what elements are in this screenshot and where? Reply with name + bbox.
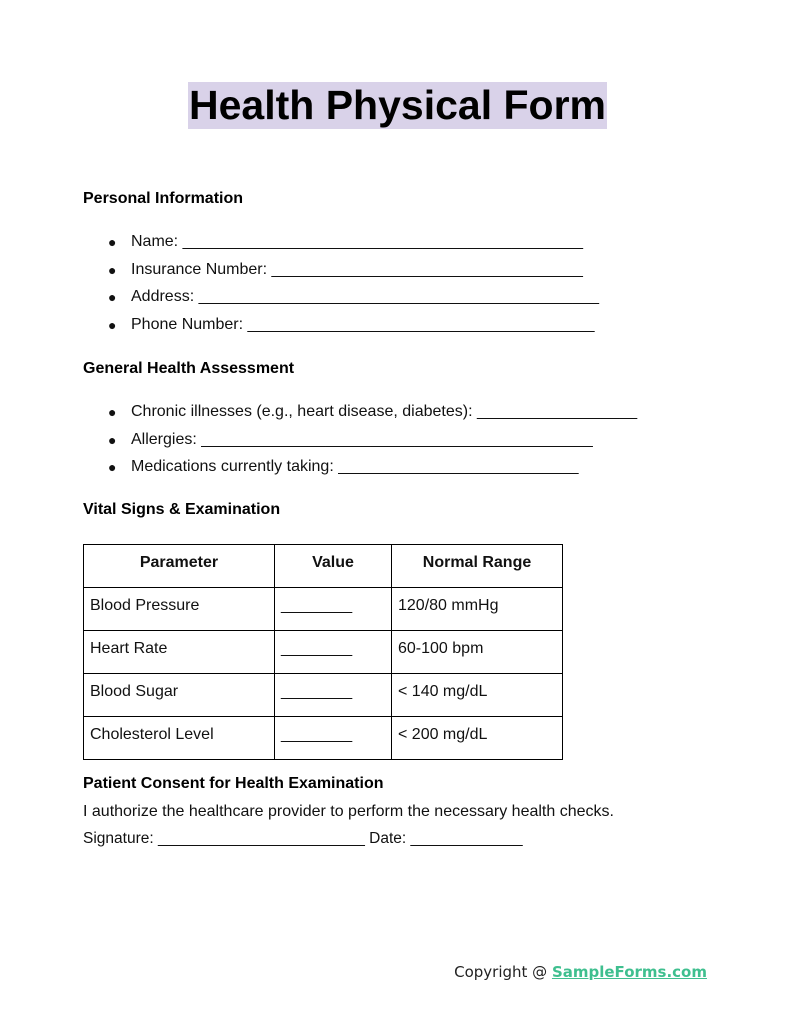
signature-date-line[interactable]: Signature: ________________________ Date: _____________ (83, 830, 523, 847)
list-item[interactable] (83, 261, 599, 289)
field-name: Name: _____________________________________________ (131, 233, 583, 250)
page-title: Health Physical Form (189, 82, 606, 128)
list-item[interactable] (83, 458, 637, 486)
table-row (84, 674, 563, 717)
vitals-table (83, 544, 563, 760)
general-health-list (83, 403, 637, 486)
range-cell: < 140 mg/dL (392, 674, 563, 717)
footer-copyright (454, 963, 707, 981)
value-cell[interactable]: ________ (275, 588, 392, 631)
title-container (0, 82, 795, 129)
table-header-row (84, 545, 563, 588)
value-cell[interactable]: ________ (275, 631, 392, 674)
value-cell[interactable]: ________ (275, 717, 392, 760)
consent-text: I authorize the healthcare provider to perform the necessary health checks. (83, 803, 614, 820)
parameter-cell: Heart Rate (84, 631, 275, 674)
list-item[interactable] (83, 403, 637, 431)
range-cell: 60-100 bpm (392, 631, 563, 674)
list-item[interactable] (83, 431, 637, 459)
range-cell: 120/80 mmHg (392, 588, 563, 631)
list-item[interactable] (83, 233, 599, 261)
column-header: Value (275, 545, 392, 588)
vitals-heading: Vital Signs & Examination (83, 501, 281, 518)
range-cell: < 200 mg/dL (392, 717, 563, 760)
bullet-icon: ● (108, 317, 117, 334)
bullet-icon: ● (108, 404, 117, 420)
bullet-icon: ● (108, 261, 117, 278)
parameter-cell: Blood Pressure (84, 588, 275, 631)
field-medications: Medications currently taking: ___________________________ (131, 458, 579, 476)
bullet-icon: ● (108, 234, 117, 250)
list-item[interactable] (83, 316, 599, 344)
copyright-text: Copyright @ (454, 963, 552, 981)
field-address: Address: _____________________________________________ (131, 288, 600, 306)
table-row (84, 588, 563, 631)
column-header: Parameter (84, 545, 275, 588)
table-row (84, 717, 563, 760)
table-row (84, 631, 563, 674)
field-chronic: Chronic illnesses (e.g., heart disease, diabetes): __________________ (131, 403, 638, 420)
general-health-heading: General Health Assessment (83, 360, 295, 377)
sampleforms-link[interactable]: SampleForms.com (551, 963, 707, 981)
bullet-icon: ● (108, 431, 117, 448)
value-cell[interactable]: ________ (275, 674, 392, 717)
field-allergies: Allergies: ____________________________________________ (131, 430, 593, 448)
field-phone: Phone Number: _______________________________________ (131, 316, 595, 334)
column-header: Normal Range (392, 545, 563, 588)
field-insurance: Insurance Number: ___________________________________ (131, 260, 583, 278)
list-item[interactable] (83, 288, 599, 316)
parameter-cell: Blood Sugar (84, 674, 275, 717)
consent-heading: Patient Consent for Health Examination (83, 775, 384, 792)
bullet-icon: ● (108, 459, 117, 476)
personal-info-list (83, 233, 599, 344)
bullet-icon: ● (108, 289, 117, 306)
parameter-cell: Cholesterol Level (84, 717, 275, 760)
personal-info-heading: Personal Information (83, 190, 244, 207)
